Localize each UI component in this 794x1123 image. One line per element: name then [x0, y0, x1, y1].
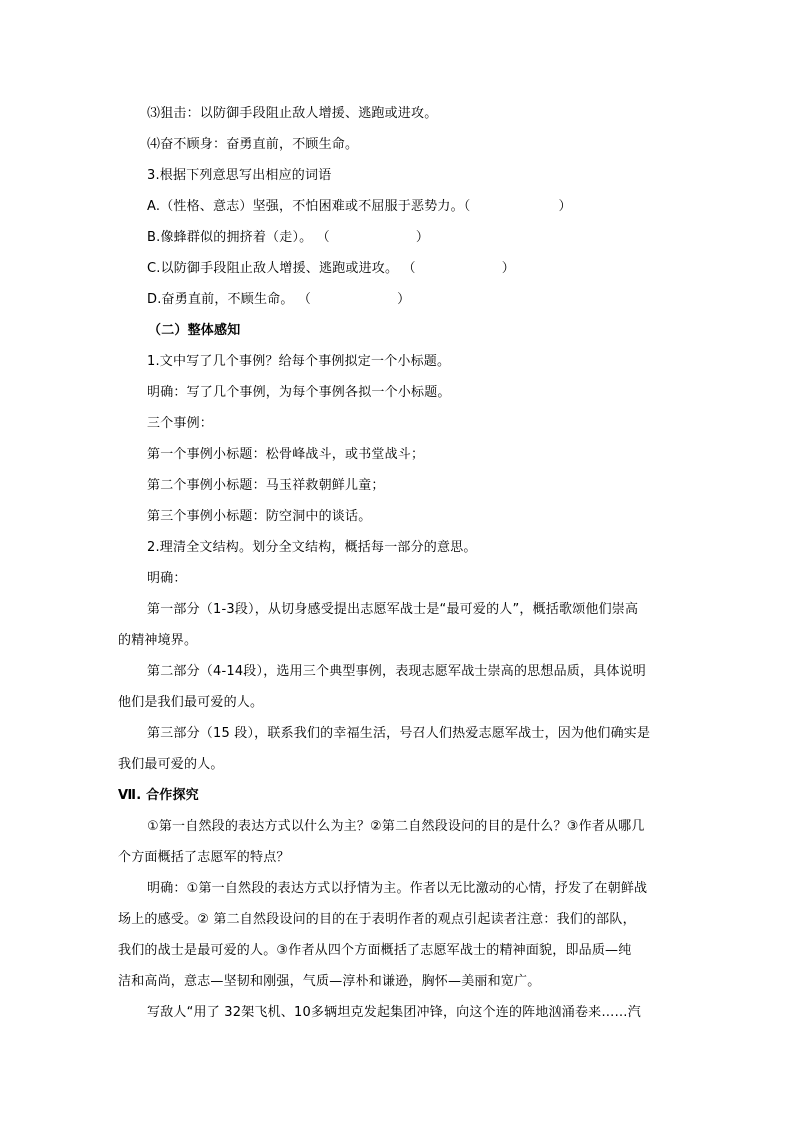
question-1: 1.文中写了几个事例？给每个事例拟定一个小标题。 [147, 354, 451, 369]
item-a-close: ） [558, 199, 572, 214]
item-b-close: ） [415, 230, 430, 245]
part-1-line-1: 第一部分（1-3段），从切身感受提出志愿军战士是“最可爱的人”，概括歌颂他们崇高 [147, 602, 639, 617]
inquiry-a-line-2: 场上的感受。② 第二自然段设问的目的在于表明作者的观点引起读者注意：我们的部队， [118, 912, 636, 927]
part-1-line-2: 的精神境界。 [118, 633, 198, 648]
part-3-line-1: 第三部分（15 段），联系我们的幸福生活，号召人们热爱志愿军战士，因为他们确实是 [147, 726, 651, 741]
inquiry-a-line-4: 洁和高尚，意志—坚韧和刚强，气质—淳朴和谦逊，胸怀—美丽和宽广。 [118, 974, 541, 989]
item-b-text: B.像蜂群似的拥挤着（走）。 （ [147, 230, 330, 245]
example-2: 第二个事例小标题：马玉祥救朝鲜儿童； [147, 478, 385, 493]
inquiry-q-line-2: 个方面概括了志愿军的特点？ [118, 850, 290, 865]
inquiry-q-line-1: ①第一自然段的表达方式以什么为主？②第二自然段设问的目的是什么？③作者从哪几 [147, 819, 645, 834]
section-heading-overall: （二）整体感知 [148, 323, 241, 338]
inquiry-a-line-1: 明确：①第一自然段的表达方式以抒情为主。作者以无比激动的心情，抒发了在朝鲜战 [147, 881, 648, 896]
inquiry-a-line-3: 我们的战士是最可爱的人。③作者从四个方面概括了志愿军战士的精神面貌，即品质—纯 [118, 943, 632, 958]
vocab-item-4: ⑷奋不顾身：奋勇直前，不顾生命。 [147, 137, 359, 152]
exercise-3-item-b [118, 222, 678, 253]
part-2-line-1: 第二部分（4-14段），选用三个典型事例，表现志愿军战士崇高的思想品质，具体说明 [147, 664, 647, 679]
example-3: 第三个事例小标题：防空洞中的谈话。 [147, 509, 372, 524]
exercise-3-item-c [118, 253, 678, 284]
item-a-text: A.（性格、意志）坚强，不怕困难或不屈服于恶势力。（ [147, 199, 471, 214]
exercise-3-item-a [118, 191, 678, 222]
exercise-3-item-d [118, 284, 678, 315]
part-2-line-2: 他们是我们最可爱的人。 [118, 695, 264, 710]
item-c-text: C.以防御手段阻止敌人增援、逃跑或进攻。 （ [147, 261, 416, 276]
exercise-3-heading: 3.根据下列意思写出相应的词语 [147, 168, 332, 183]
example-1: 第一个事例小标题：松骨峰战斗，或书堂战斗； [147, 447, 425, 462]
answer-2-label: 明确： [147, 571, 187, 586]
item-c-close: ） [501, 261, 515, 276]
item-d-close: ） [397, 292, 411, 307]
item-d-text: D.奋勇直前，不顾生命。 （ [147, 292, 312, 307]
enemy-description-line: 写敌人“用了 32架飞机、10多辆坦克发起集团冲锋，向这个连的阵地汹涌卷来……汽 [147, 1005, 641, 1020]
part-3-line-2: 我们最可爱的人。 [118, 757, 224, 772]
section-heading-cooperative: Ⅶ. 合作探究 [118, 788, 199, 803]
document-body [118, 98, 678, 1028]
vocab-item-3: ⑶狙击：以防御手段阻止敌人增援、逃跑或进攻。 [147, 106, 438, 121]
question-2: 2.理清全文结构。划分全文结构，概括每一部分的意思。 [147, 540, 477, 555]
examples-intro: 三个事例： [147, 416, 214, 431]
answer-1: 明确：写了几个事例，为每个事例各拟一个小标题。 [147, 385, 451, 400]
